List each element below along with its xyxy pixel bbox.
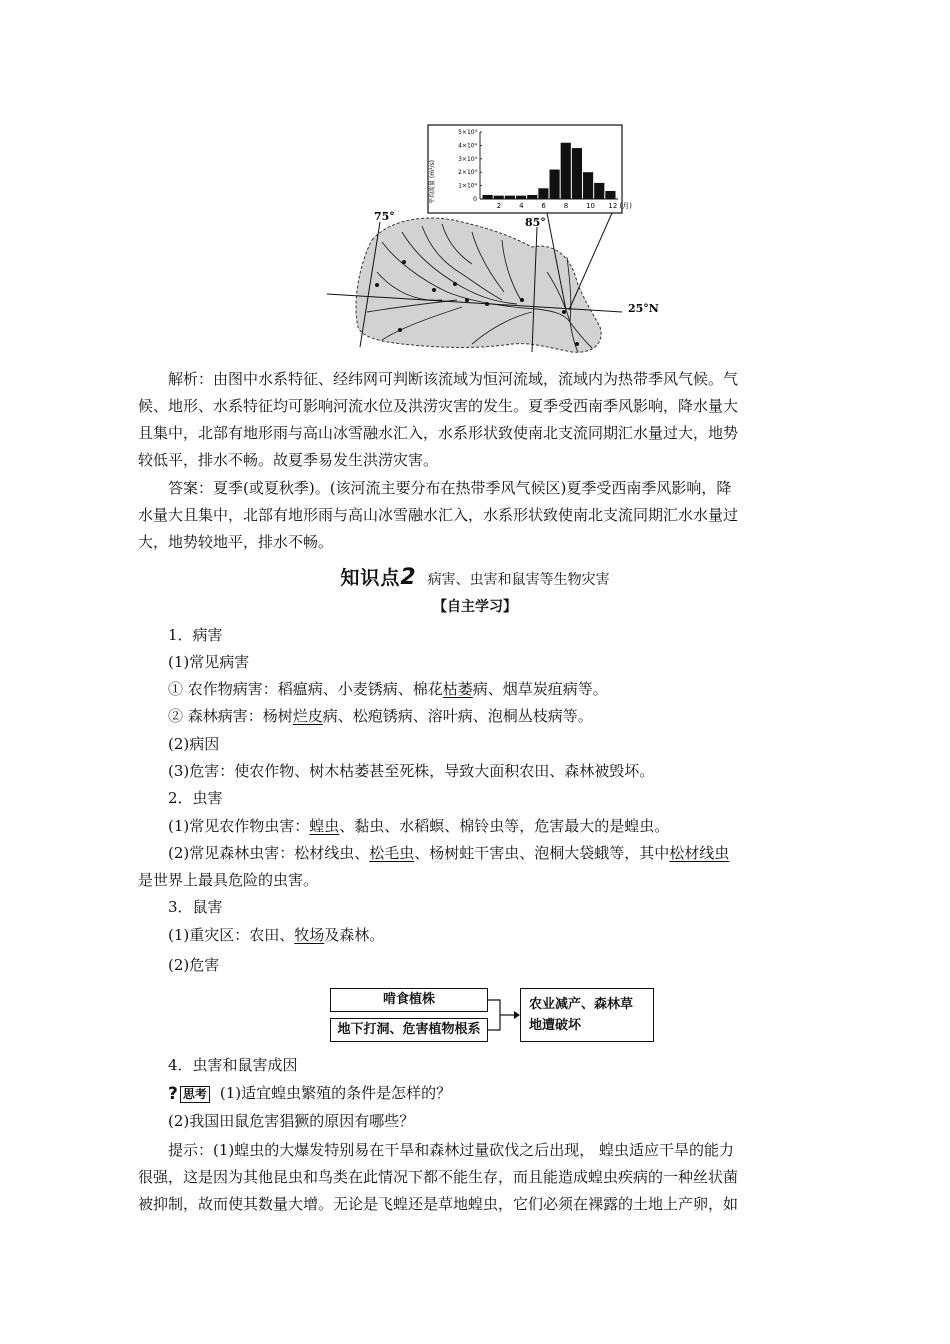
x-tick-label: 6 [541, 202, 546, 210]
text-span: (1)重灾区：农田、 [168, 926, 295, 944]
flow-box-burrow: 地下打洞、危害植物根系 [330, 1018, 488, 1042]
answer-line-3: 大，地势较地平，排水不畅。 [138, 533, 334, 551]
flow-box-result [520, 988, 654, 1042]
chart-frame [428, 125, 622, 213]
bar-month-8 [561, 143, 571, 199]
ganges-figure [322, 122, 662, 362]
y-tick-label: 3×10⁴ [458, 155, 477, 163]
underlined-term: 松毛虫 [369, 844, 415, 862]
item-1-3: (3)危害：使农作物、树木枯萎甚至死株，导致大面积农田、森林被毁坏。 [168, 762, 655, 780]
bar-month-4 [516, 196, 526, 199]
think-marker [168, 1081, 210, 1108]
underlined-term: 松材线虫 [669, 844, 730, 862]
lon-label-85: 85° [525, 216, 546, 229]
text-span: (2)常见森林虫害：松材线虫、 [168, 844, 370, 862]
bar-month-3 [505, 196, 515, 199]
self-study-heading: 【自主学习】 [433, 599, 517, 615]
section-subtitle: 病害、虫害和鼠害等生物灾害 [427, 572, 610, 588]
section-title [0, 563, 950, 595]
y-tick-label: 1×10⁴ [458, 182, 477, 190]
hint-line-1: 提示：(1)蝗虫的大爆发特别易在干旱和森林过量砍伐之后出现， 蝗虫适应干旱的能力 [168, 1141, 735, 1159]
text-span: 、黏虫、水稻螟、棉铃虫等，危害最大的是蝗虫。 [339, 817, 670, 835]
flow-bracket-arrow [488, 986, 520, 1046]
bar-month-7 [550, 170, 560, 199]
item-1-forest [168, 703, 848, 730]
bar-month-10 [583, 172, 593, 199]
section-number: 2 [400, 565, 416, 590]
x-tick-label: 12 (月) [608, 202, 633, 210]
text-span: 病、松疱锈病、溶叶病、泡桐丛枝病等。 [322, 707, 593, 725]
item-3-1 [168, 922, 848, 949]
item-2-heading: 2．虫害 [168, 789, 223, 807]
item-1-1: (1)常见病害 [168, 653, 250, 671]
bar-month-11 [594, 183, 604, 199]
text-span: ① 农作物病害：稻瘟病、小麦锈病、棉花 [168, 680, 443, 698]
hint-line-3: 被抑制，故而使其数量大增。无论是飞蝗还是草地蝗虫，它们必须在裸露的土地上产卵，如 [138, 1195, 739, 1213]
answer-line-2: 水量大且集中，北部有地形雨与高山冰雪融水汇入，水系形状致使南北支流同期汇水水量过 [138, 506, 739, 524]
bar-month-2 [494, 196, 504, 199]
lon-label-75: 75° [374, 210, 395, 223]
flow-result-line-2: 地遭破坏 [529, 1018, 582, 1033]
item-3-heading: 3．鼠害 [168, 898, 223, 916]
y-tick-label: 4×10⁴ [458, 142, 477, 150]
text-span: 及森林。 [324, 926, 385, 944]
analysis-line-1: 解析：由图中水系特征、经纬网可判断该流域为恒河流域，流域内为热带季风气候。气 [168, 370, 739, 388]
think-question-2: (2)我国田鼠危害猖獗的原因有哪些？ [168, 1112, 415, 1130]
text-span: 、杨树蛀干害虫、泡桐大袋蛾等，其中 [414, 844, 670, 862]
item-4-heading: 4．虫害和鼠害成因 [168, 1056, 298, 1074]
analysis-line-4: 较低平，排水不畅。故夏季易发生洪涝灾害。 [138, 451, 439, 469]
y-tick-label: 2×10⁴ [458, 169, 477, 177]
item-2-2 [168, 840, 848, 867]
underlined-term: 枯萎 [442, 680, 473, 698]
x-tick-label: 4 [519, 202, 524, 210]
item-2-2-cont: 是世界上最具危险的虫害。 [138, 871, 319, 889]
rodent-harm-diagram [330, 986, 660, 1046]
flow-result-line-1: 农业减产、森林草 [529, 997, 634, 1012]
item-3-2: (2)危害 [168, 956, 220, 974]
bar-month-1 [483, 195, 493, 199]
item-1-crop [168, 676, 848, 703]
x-tick-label: 8 [563, 202, 569, 210]
chart-y-label: 平均流量 (m³/s) [429, 160, 436, 204]
bar-month-9 [572, 148, 582, 199]
y-tick-label: 5×10⁴ [458, 129, 477, 136]
item-1-2: (2)病因 [168, 735, 220, 753]
y-tick-label: 0 [473, 196, 477, 203]
think-question-1 [168, 1080, 848, 1108]
section-title-label: 知识点 [340, 567, 401, 589]
item-2-1 [168, 813, 848, 840]
analysis-line-3: 且集中，北部有地形雨与高山冰雪融水汇入，水系形状致使南北支流同期汇水量过大，地势 [138, 424, 739, 442]
text-span: (1)适宜蝗虫繁殖的条件是怎样的？ [219, 1084, 452, 1102]
analysis-line-2: 候、地形、水系特征均可影响河流水位及洪涝灾害的发生。夏季受西南季风影响，降水量大 [138, 397, 739, 415]
figure-svg [322, 122, 662, 362]
hint-line-2: 很强，这是因为其他昆虫和鸟类在此情况下都不能生存，而且能造成蝗虫疾病的一种丝状菌 [138, 1168, 739, 1186]
item-1-heading: 1．病害 [168, 626, 223, 644]
text-span: ② 森林病害：杨树 [168, 707, 293, 725]
text-span: 病、烟草炭疽病等。 [472, 680, 608, 698]
underlined-term: 烂皮 [292, 707, 323, 725]
x-tick-label: 10 [586, 202, 596, 210]
x-tick-label: 2 [496, 202, 502, 210]
text-span: (1)常见农作物虫害： [168, 817, 310, 835]
bar-month-5 [527, 195, 537, 199]
pointer-line [569, 213, 612, 310]
think-tag: 思考 [180, 1086, 210, 1103]
bar-month-12 [605, 191, 615, 199]
flow-box-gnaw: 啃食植株 [330, 988, 488, 1012]
question-mark-icon: ? [168, 1083, 178, 1104]
bar-month-6 [538, 188, 548, 199]
lat-label: 25°N [628, 302, 659, 315]
answer-line-1: 答案：夏季(或夏秋季)。(该河流主要分布在热带季风气候区)夏季受西南季风影响，降 [168, 479, 732, 497]
underlined-term: 牧场 [294, 926, 325, 944]
underlined-term: 蝗虫 [309, 817, 340, 835]
